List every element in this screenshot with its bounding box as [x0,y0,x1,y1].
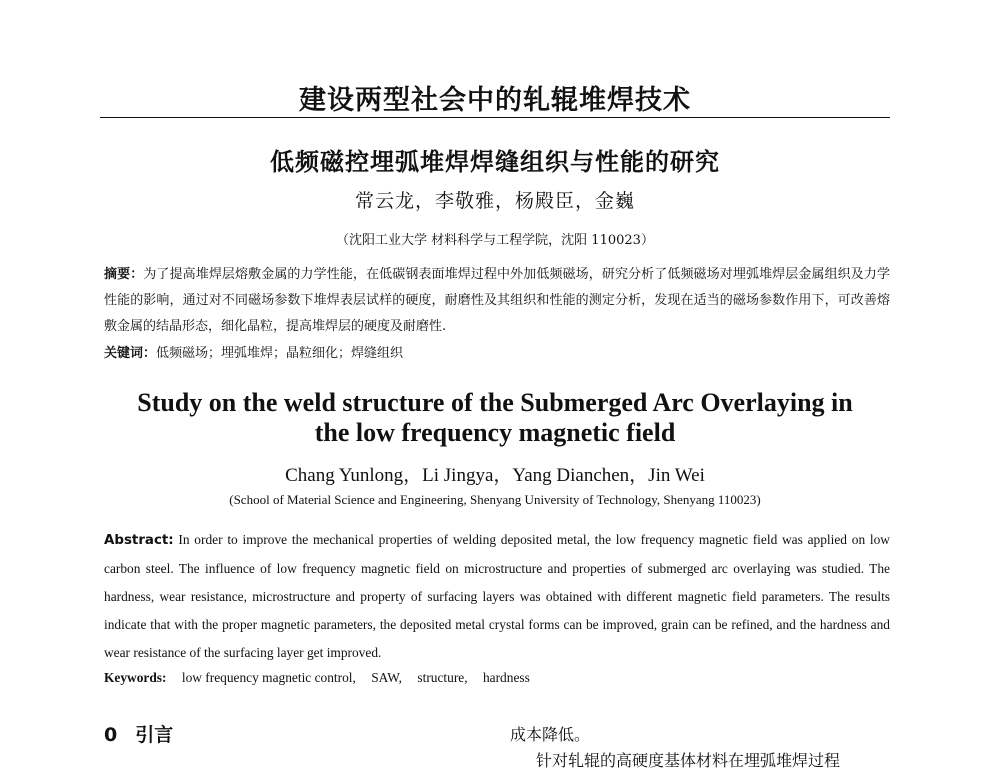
english-title-line-1: Study on the weld structure of the Submerged Arc Overlaying in [137,388,853,417]
section-number: 0 [104,724,118,746]
keyword-item: structure, [417,670,468,685]
keyword-item: SAW, [371,670,403,685]
english-abstract-label: Abstract: [104,533,174,548]
chinese-abstract-text: 为了提高堆焊层熔敷金属的力学性能，在低碳钢表面堆焊过程中外加低频磁场，研究分析了低频磁场对埋弧堆焊层金属组织及力学性能的影响，通过对不同磁场参数下堆焊表层试样的硬度，耐磨性及其组织和性能的测定分析，发现在适当的磁场参数作用下，可改善熔敷金属的结晶形态，细化晶粒，提高堆焊层的硬度及耐磨性. [104,267,890,334]
english-abstract-text: In order to improve the mechanical properties of welding deposited metal, the low frequency magnetic field was applied on low carbon steel. The influence of low frequency magnetic field on microstructure and properties of submerged arc overlaying was studied. The hardness, wear resistance, microstructure and property of surfacing layers was obtained with different magnetic field parameters. The results indicate that with the proper magnetic parameters, the deposited metal crystal forms can be improved, grain can be refined, and the hardness and wear resistance of the surfacing layer get improved. [104,532,890,660]
right-column-line: 针对轧辊的高硬度基体材料在埋弧堆焊过程 [536,751,841,770]
english-abstract [104,526,890,667]
section-title: 引言 [135,724,174,746]
chinese-authors: 常云龙，李敬雅，杨殿臣，金巍 [354,190,635,212]
section-heading-introduction [104,720,173,747]
english-keywords-label: Keywords: [104,670,167,685]
journal-column-header: 建设两型社会中的轧辊堆焊技术 [299,85,691,116]
chinese-title: 低频磁控埋弧堆焊焊缝组织与性能的研究 [270,148,720,176]
chinese-affiliation: （沈阳工业大学 材料科学与工程学院，沈阳 110023） [336,233,654,248]
english-affiliation: (School of Material Science and Engineering, Shenyang University of Technology, Shenyang 110023) [229,492,761,507]
english-title [100,388,890,448]
chinese-keywords [104,341,890,367]
header-rule [100,117,890,118]
chinese-keywords-label: 关键词： [104,346,157,361]
english-authors: Chang Yunlong，Li Jingya，Yang Dianchen，Jin Wei [285,465,705,486]
chinese-abstract-label: 摘要： [104,267,144,282]
keyword-item: hardness [482,670,530,685]
english-keywords [104,665,890,691]
chinese-abstract [104,262,890,340]
chinese-keywords-text: 低频磁场；埋弧堆焊；晶粒细化；焊缝组织 [156,346,404,361]
english-title-line-2: the low frequency magnetic field [314,418,676,447]
right-column-line: 成本降低。 [510,725,591,744]
keyword-item: low frequency magnetic control, [181,670,356,685]
